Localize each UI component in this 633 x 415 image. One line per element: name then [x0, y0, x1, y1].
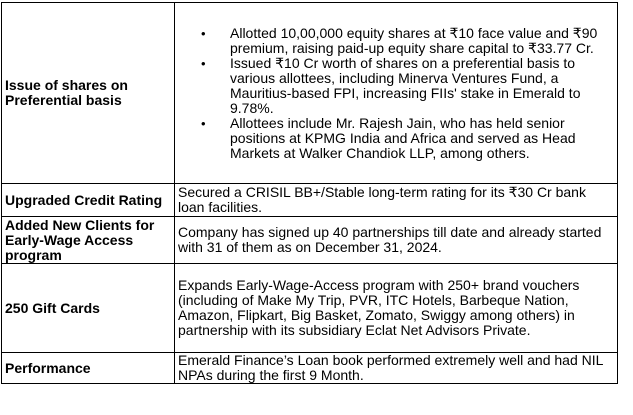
bullet-item: • Allottees include Mr. Rajesh Jain, who has held senior positions at KPMG India and Africa and served as Head Markets at Walker Chandiok LLP, among others. [201, 114, 576, 161]
bullet-icon: • [201, 25, 206, 41]
row-description-credit-rating: Secured a CRISIL BB+/Stable long-term rating for its ₹30 Cr bank loan facilities. [175, 184, 618, 217]
row-label-preferential-issue: Issue of shares on Preferential basis [2, 3, 175, 184]
table-row [2, 217, 618, 264]
row-description-new-clients: Company has signed up 40 partnerships till date and already started with 31 of them as on December 31, 2024. [175, 217, 618, 264]
row-description-gift-cards: Expands Early-Wage-Access program with 250+ brand vouchers (including of Make My Trip, PVR, ITC Hotels, Barbeque Nation, Amazon, Flipkart, Big Basket, Zomato, Swiggy among others) in partnership with its subsidiary Eclat Net Advisors Private. [175, 264, 618, 353]
table-row [2, 3, 618, 184]
bullet-list [178, 26, 614, 161]
row-description-performance: Emerald Finance’s Loan book performed extremely well and had NIL NPAs during the first 9 Month. [175, 353, 618, 384]
bullet-item: • Allotted 10,00,000 equity shares at ₹10 face value and ₹90 premium, raising paid-up equity share capital to ₹33.77 Cr. [201, 24, 598, 56]
bullet-icon: • [201, 115, 206, 131]
row-label-gift-cards: 250 Gift Cards [2, 264, 175, 353]
row-description-preferential-issue [175, 3, 618, 184]
highlights-table [1, 2, 618, 384]
bullet-item: • Issued ₹10 Cr worth of shares on a preferential basis to various allottees, including Minerva Ventures Fund, a Mauritius-based FPI, increasing FIIs' stake in Emerald to 9.78%. [201, 54, 581, 116]
table-row [2, 264, 618, 353]
bullet-icon: • [201, 55, 206, 71]
row-label-credit-rating: Upgraded Credit Rating [2, 184, 175, 217]
row-label-performance: Performance [2, 353, 175, 384]
table-row [2, 353, 618, 384]
table-row [2, 184, 618, 217]
row-label-new-clients: Added New Clients for Early-Wage Access program [2, 217, 175, 264]
